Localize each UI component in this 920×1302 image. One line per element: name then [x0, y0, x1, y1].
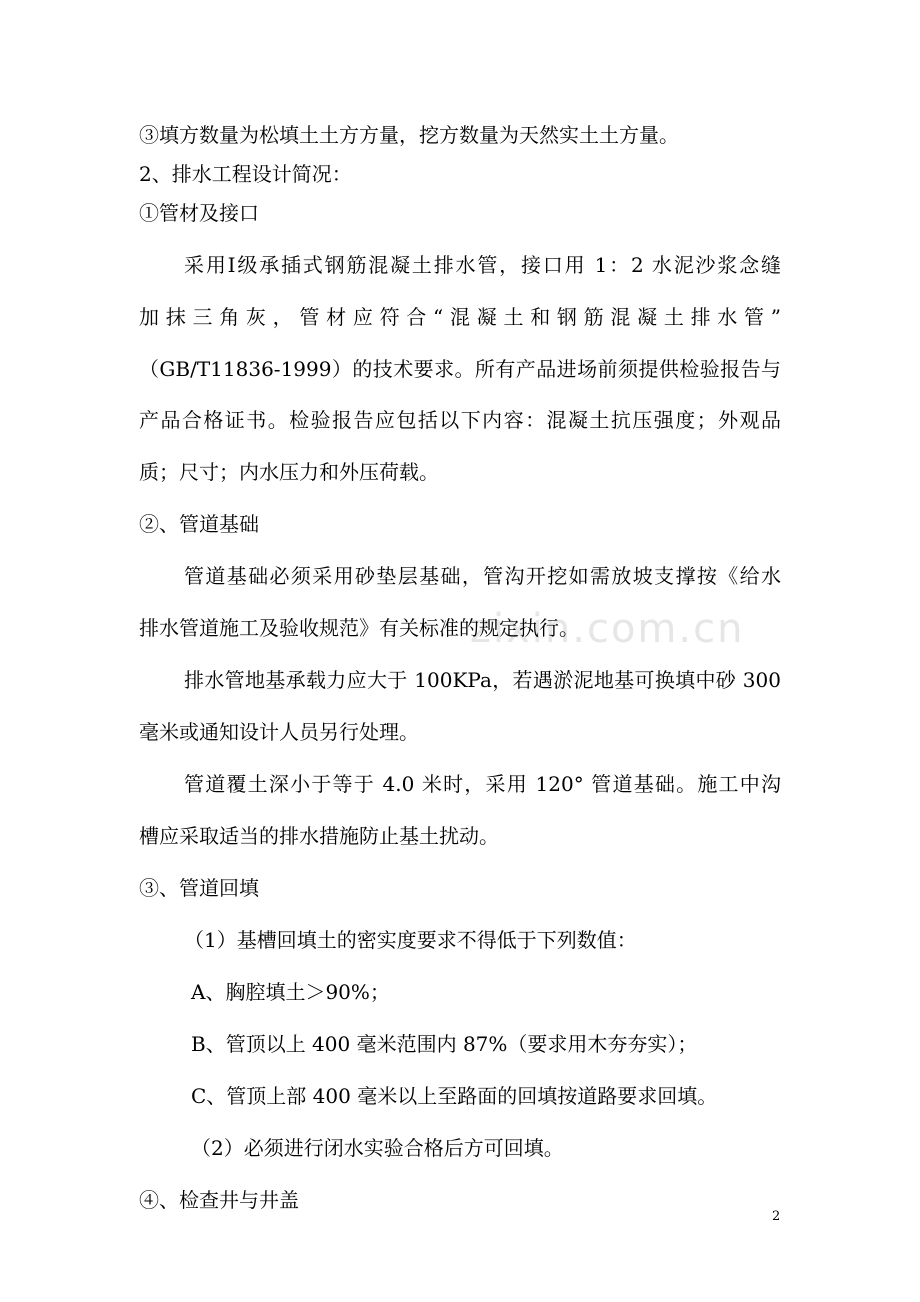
list-item: A、胸腔填土＞90%；: [191, 980, 390, 1004]
paragraph-line: 排水管道施工及验收规范》有关标准的规定执行。: [139, 616, 579, 640]
section-heading: 2、排水工程设计简况：: [139, 162, 352, 186]
paragraph-line: 管道覆土深小于等于 4.0 米时，采用 120° 管道基础。施工中沟: [184, 772, 781, 796]
paragraph-line: 加抹三角灰，管材应符合“混凝土和钢筋混凝土排水管”: [139, 305, 781, 329]
paragraph-line: 采用Ⅰ级承插式钢筋混凝土排水管，接口用 1：2 水泥沙浆念缝: [184, 253, 781, 277]
page-number: 2: [772, 1209, 781, 1224]
paragraph-line: 质；尺寸；内水压力和外压荷载。: [139, 460, 439, 484]
text-line: ③填方数量为松填土土方方量，挖方数量为天然实土土方量。: [139, 123, 679, 147]
subsection-heading: ①管材及接口: [139, 201, 259, 225]
list-item: C、管顶上部 400 毫米以上至路面的回填按道路要求回填。: [191, 1084, 718, 1108]
subsection-heading: ③、管道回填: [139, 876, 259, 900]
subsection-heading: ④、检查井与井盖: [139, 1188, 299, 1212]
subsection-heading: ②、管道基础: [139, 512, 259, 536]
watermark: zixin.com.cn: [470, 606, 745, 652]
list-item: B、管顶以上 400 毫米范围内 87%（要求用木夯夯实）；: [191, 1032, 698, 1056]
paragraph-line: 槽应采取适当的排水措施防止基土扰动。: [139, 824, 499, 848]
paragraph-line: （GB/T11836-1999）的技术要求。所有产品进场前须提供检验报告与: [139, 357, 781, 381]
paragraph-line: 管道基础必须采用砂垫层基础，管沟开挖如需放坡支撑按《给水: [184, 564, 781, 588]
list-item: （2）必须进行闭水实验合格后方可回填。: [191, 1136, 564, 1160]
paragraph-line: 产品合格证书。检验报告应包括以下内容：混凝土抗压强度；外观品: [139, 408, 781, 432]
paragraph-line: 排水管地基承载力应大于 100KPa，若遇淤泥地基可换填中砂 300: [184, 668, 781, 692]
paragraph-line: 毫米或通知设计人员另行处理。: [139, 720, 419, 744]
list-item: （1）基槽回填土的密实度要求不得低于下列数值：: [184, 928, 637, 952]
